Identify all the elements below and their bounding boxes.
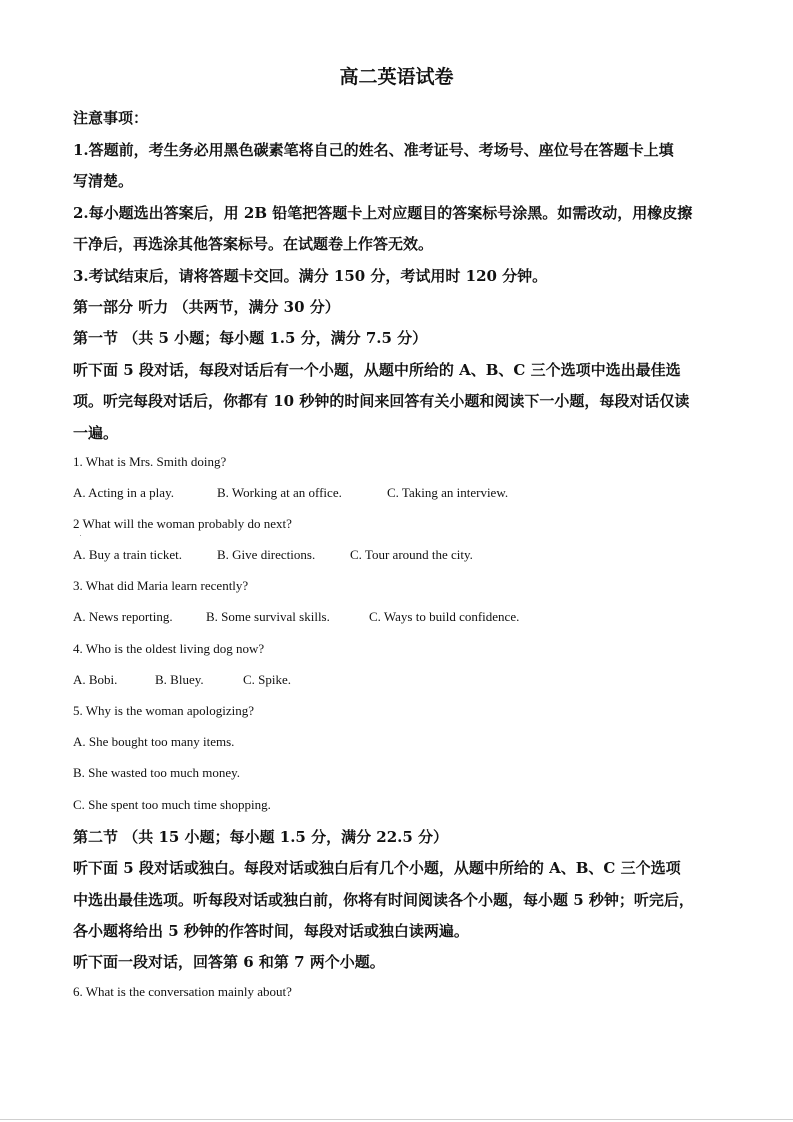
notice-heading: 注意事项： xyxy=(73,109,149,127)
section2-instruction-line-3: 各小题将给出 5 秒钟的作答时间，每段对话或独白读两遍。 xyxy=(73,922,469,940)
option-b: B. Give directions. xyxy=(217,547,316,562)
page-title: 高二英语试卷 xyxy=(339,66,454,88)
question-2: 2 What will the woman probably do next? xyxy=(73,516,292,531)
option-c: C. Ways to build confidence. xyxy=(369,609,520,624)
option-a: A. News reporting. xyxy=(73,609,173,624)
question-3: 3. What did Maria learn recently? xyxy=(73,578,249,593)
question-4: 4. Who is the oldest living dog now? xyxy=(73,641,265,656)
option-c: C. Tour around the city. xyxy=(350,547,473,562)
section1-instruction-line-1: 听下面 5 段对话，每段对话后有一个小题，从题中所给的 A、B、C 三个选项中选出最佳选 xyxy=(73,361,681,379)
notice-item-2-line-1: 2.每小题选出答案后，用 2B 铅笔把答题卡上对应题目的答案标号涂黑。如需改动，用橡皮擦 xyxy=(73,204,693,222)
question-5-option-a: A. She bought too many items. xyxy=(73,734,235,749)
section2-heading: 第二节 （共 15 小题；每小题 1.5 分，满分 22.5 分） xyxy=(73,828,449,846)
question-5-option-c: C. She spent too much time shopping. xyxy=(73,797,271,812)
option-a: A. Buy a train ticket. xyxy=(73,547,183,562)
notice-item-1-line-1: 1.答题前，考生务必用黑色碳素笔将自己的姓名、准考证号、考场号、座位号在答题卡上填 xyxy=(73,141,674,159)
option-a: A. Acting in a play. xyxy=(73,485,174,500)
option-a: A. Bobi. xyxy=(73,672,118,687)
option-b: B. Bluey. xyxy=(155,672,204,687)
option-c: C. Taking an interview. xyxy=(387,485,509,500)
option-b: B. Some survival skills. xyxy=(206,609,330,624)
notice-item-3: 3.考试结束后，请将答题卡交回。满分 150 分，考试用时 120 分钟。 xyxy=(73,267,548,285)
part1-heading: 第一部分 听力 （共两节，满分 30 分） xyxy=(73,298,340,316)
stray-dot xyxy=(80,535,81,536)
section1-heading: 第一节 （共 5 小题；每小题 1.5 分，满分 7.5 分） xyxy=(73,329,428,347)
question-5-option-b: B. She wasted too much money. xyxy=(73,765,241,780)
section1-instruction-line-3: 一遍。 xyxy=(73,424,119,442)
section1-instruction-line-2: 项。听完每段对话后，你都有 10 秒钟的时间来回答有关小题和阅读下一小题，每段对话仅读 xyxy=(73,392,690,410)
question-6: 6. What is the conversation mainly about? xyxy=(73,984,292,999)
notice-item-2-line-2: 干净后，再选涂其他答案标号。在试题卷上作答无效。 xyxy=(73,235,434,253)
page-bottom-divider xyxy=(0,1119,793,1120)
section2-sub-instruction: 听下面一段对话，回答第 6 和第 7 两个小题。 xyxy=(73,953,385,971)
option-c: C. Spike. xyxy=(243,672,292,687)
section2-instruction-line-2: 中选出最佳选项。听每段对话或独白前，你将有时间阅读各个小题，每小题 5 秒钟；听完后， xyxy=(73,891,694,909)
question-5: 5. Why is the woman apologizing? xyxy=(73,703,255,718)
notice-item-1-line-2: 写清楚。 xyxy=(73,172,134,190)
question-1: 1. What is Mrs. Smith doing? xyxy=(73,454,227,469)
section2-instruction-line-1: 听下面 5 段对话或独白。每段对话或独白后有几个小题，从题中所给的 A、B、C 三个选项 xyxy=(73,859,681,877)
option-b: B. Working at an office. xyxy=(217,485,342,500)
